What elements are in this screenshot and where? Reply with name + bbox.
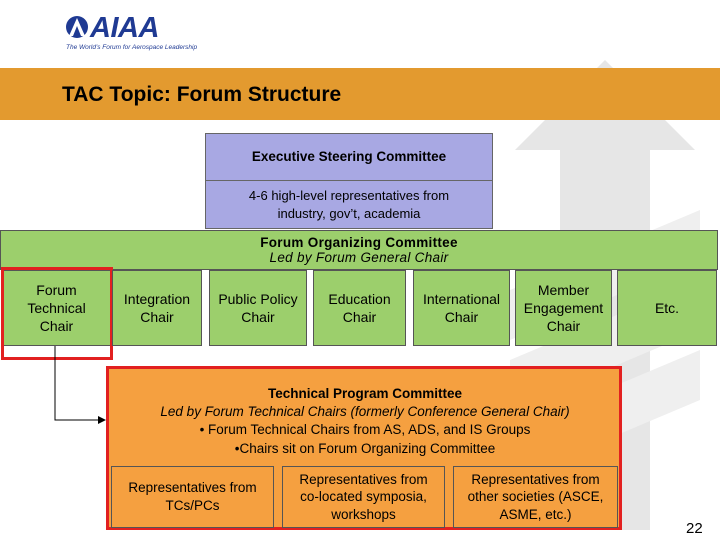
executive-steering-description-line: industry, gov’t, academia [277,205,421,221]
representatives-line: workshops [331,506,396,522]
chair-label-line: Chair [241,309,275,325]
representatives-line: other societies (ASCE, [467,489,604,505]
aiaa-wordmark: AIAA [90,12,159,44]
chair-label-line: Technical [27,299,86,316]
representatives-line: co-located symposia, [300,489,427,505]
technical-program-subtitle: Led by Forum Technical Chairs (formerly Conference General Chair) [160,404,570,420]
executive-steering-description-box [205,181,493,229]
forum-organizing-subtitle: Led by Forum General Chair [269,250,449,265]
representatives-symposia-box [282,466,445,528]
chair-label-line: Etc. [654,299,680,316]
integration-chair-box [112,270,202,346]
technical-program-title: Technical Program Committee [267,386,463,401]
chair-label-line: Forum [36,281,77,298]
chair-label-line: Integration [123,290,191,307]
forum-organizing-title: Forum Organizing Committee [260,235,458,250]
representatives-tcs-pcs-box [111,466,274,528]
chair-label-line: Chair [444,309,479,325]
technical-program-bullet: •Chairs sit on Forum Organizing Committee [234,440,496,456]
representatives-line: ASME, etc.) [499,506,572,522]
aiaa-logo-icon [64,14,90,40]
chair-label-line: Chair [546,318,581,335]
chair-label-line: Engagement [523,299,604,316]
chair-label-line: Public Policy [218,290,298,307]
education-chair-box [313,270,406,346]
public-policy-chair-box [209,270,307,346]
executive-steering-title: Executive Steering Committee [251,148,447,164]
forum-organizing-committee-box [0,230,718,270]
technical-program-bullet: • Forum Technical Chairs from AS, ADS, and IS Groups [199,422,531,438]
aiaa-tagline: The World's Forum for Aerospace Leadership [66,44,198,51]
chair-label-line: Chair [140,309,174,325]
technical-chair-highlight [1,267,113,360]
chair-label-line: Chair [39,318,74,335]
chair-label-line: Chair [342,309,377,325]
executive-steering-committee-box [205,133,493,181]
aiaa-logo [64,12,198,56]
chair-label-line: Member [537,281,590,298]
member-engagement-chair-box [515,270,612,346]
page-title: TAC Topic: Forum Structure [62,83,342,106]
executive-steering-description-line: 4-6 high-level representatives from [248,187,450,203]
chair-label-line: International [422,290,501,307]
representatives-line: Representatives from [299,471,428,487]
chair-label-line: Education [328,290,391,307]
technical-program-committee-text [120,385,610,458]
representatives-line: Representatives from [128,480,257,496]
etc-chair-box [617,270,717,346]
international-chair-box [413,270,510,346]
representatives-line: TCs/PCs [165,498,220,513]
representatives-societies-box [453,466,618,528]
page-number: 22 [686,520,703,537]
representatives-line: Representatives from [471,471,600,487]
